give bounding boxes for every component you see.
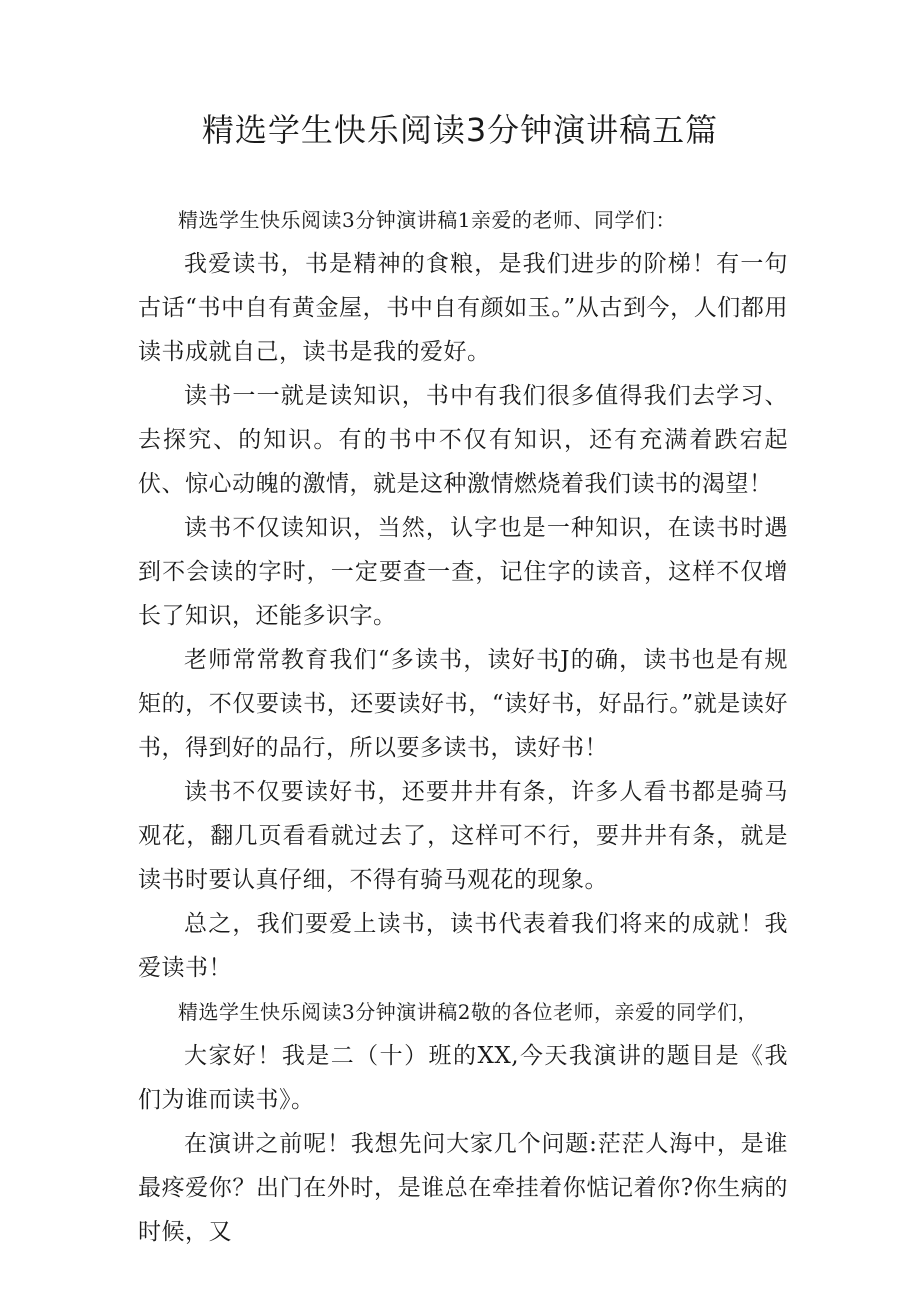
document-title: 精选学生快乐阅读3分钟演讲稿五篇 xyxy=(201,111,719,149)
speech-1-heading: 精选学生快乐阅读3分钟演讲稿1亲爱的老师、同学们： xyxy=(178,208,676,232)
paragraph: 大家好！我是二（十）班的XX,今天我演讲的题目是《我们为谁而读书》。 xyxy=(138,1043,788,1113)
paragraph: 总之，我们要爱上读书，读书代表着我们将来的成就！我爱读书！ xyxy=(138,911,788,981)
document-body xyxy=(138,198,788,1254)
paragraph: 老师常常教育我们“多读书，读好书J的确，读书也是有规矩的，不仅要读书，还要读好书，“读好书，好品行。”就是读好书，得到好的品行，所以要多读书，读好书！ xyxy=(138,647,788,761)
paragraph: 在演讲之前呢！我想先问大家几个问题:茫茫人海中，是谁最疼爱你？出门在外时，是谁总在牵挂着你惦记着你?你生病的时候，又 xyxy=(138,1131,788,1245)
paragraph: 读书不仅读知识，当然，认字也是一种知识，在读书时遇到不会读的字时，一定要查一查，记住字的读音，这样不仅增长了知识，还能多识字。 xyxy=(138,515,788,629)
paragraph: 读书一一就是读知识，书中有我们很多值得我们去学习、去探究、的知识。有的书中不仅有知识，还有充满着跌宕起伏、惊心动魄的激情，就是这种激情燃烧着我们读书的渴望！ xyxy=(138,383,788,497)
paragraph: 我爱读书，书是精神的食粮，是我们进步的阶梯！有一句古话“书中自有黄金屋，书中自有颜如玉。”从古到今，人们都用读书成就自己，读书是我的爱好。 xyxy=(138,251,788,365)
speech-2-heading: 精选学生快乐阅读3分钟演讲稿2敬的各位老师，亲爱的同学们， xyxy=(178,1000,758,1024)
paragraph: 读书不仅要读好书，还要井井有条，许多人看书都是骑马观花，翻几页看看就过去了，这样可不行，要井井有条，就是读书时要认真仔细，不得有骑马观花的现象。 xyxy=(138,779,788,893)
